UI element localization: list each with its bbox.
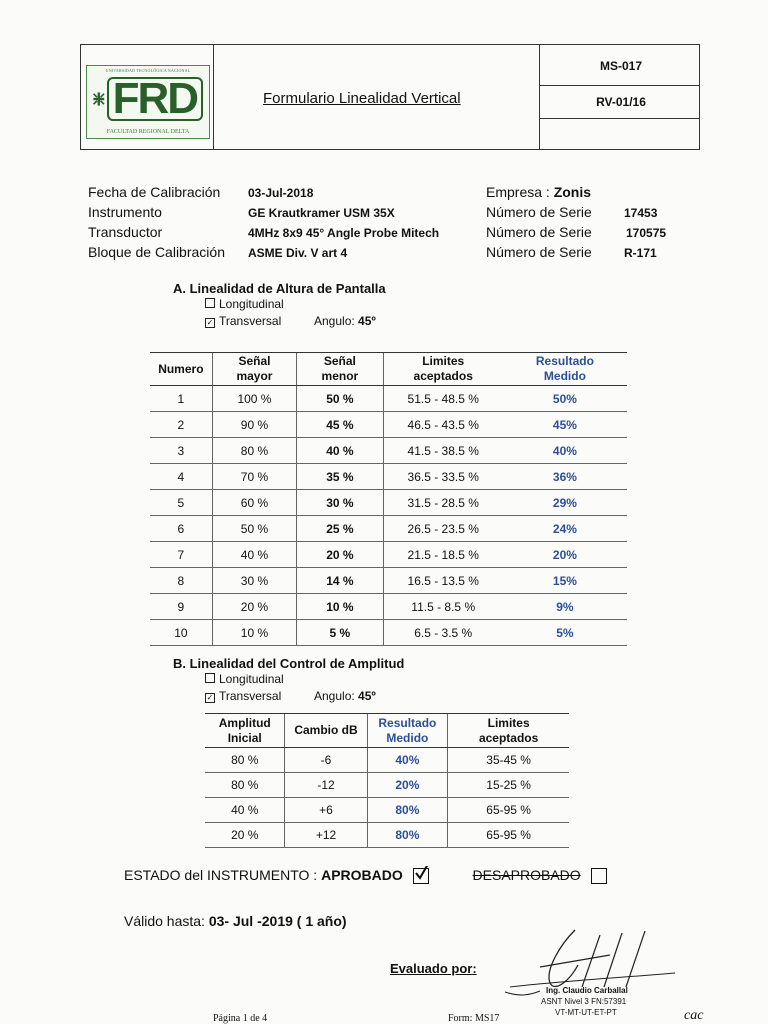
utn-emblem-icon (93, 80, 105, 118)
table-header-row (205, 714, 569, 748)
table-cell: 11.5 - 8.5 % (383, 594, 503, 620)
table-cell: 45 % (297, 412, 383, 438)
table-row (150, 464, 627, 490)
table-cell: 16.5 - 13.5 % (383, 568, 503, 594)
signer-methods: VT-MT-UT-ET-PT (555, 1008, 617, 1017)
table-cell: +6 (285, 798, 367, 823)
signer-name: Ing. Claudio Carballal (546, 986, 628, 995)
table-cell: 29% (503, 490, 627, 516)
table-row (150, 516, 627, 542)
logo-word: FRD (107, 77, 203, 121)
table-row (150, 386, 627, 412)
table-cell: 40 % (297, 438, 383, 464)
table-cell: 50 % (297, 386, 383, 412)
valido-hasta (124, 913, 347, 929)
option-transversal (205, 689, 281, 703)
angulo-label: Angulo: (314, 314, 355, 328)
option-transversal (205, 314, 281, 328)
option-label: Longitudinal (219, 672, 284, 686)
serie-label: Número de Serie (486, 224, 592, 240)
table-cell: 40 % (212, 542, 296, 568)
divider (213, 45, 214, 149)
table-cell: 65-95 % (448, 798, 569, 823)
table-row (150, 568, 627, 594)
signer-credentials: ASNT Nivel 3 FN:57391 (541, 997, 627, 1006)
table-cell: 100 % (212, 386, 296, 412)
table-cell: 35-45 % (448, 748, 569, 773)
empresa-field (486, 184, 591, 200)
serie-label: Número de Serie (486, 204, 592, 220)
table-cell: 80 % (205, 748, 285, 773)
transductor-value: 4MHz 8x9 45° Angle Probe Mitech (248, 226, 440, 240)
table-cell: +12 (285, 823, 367, 848)
form-code: MS-017 (599, 59, 643, 73)
angulo-value: 45º (358, 314, 376, 328)
table-control-amplitud (205, 713, 569, 848)
table-cell: 20 % (212, 594, 296, 620)
valido-value: 03- Jul -2019 ( 1 año) (208, 913, 347, 929)
valido-label: Válido hasta: (124, 913, 209, 929)
angulo-field (314, 689, 376, 703)
estado-instrumento (124, 867, 607, 884)
option-label: Transversal (219, 689, 282, 703)
checkbox-empty-icon (591, 868, 607, 884)
col-header: Numero (150, 353, 212, 386)
form-title: Formulario Linealidad Vertical (263, 90, 461, 107)
table-cell: 24% (503, 516, 627, 542)
table-cell: 41.5 - 38.5 % (383, 438, 503, 464)
option-longitudinal (205, 672, 284, 686)
table-cell: 65-95 % (448, 823, 569, 848)
col-header (297, 353, 383, 386)
table-row (150, 490, 627, 516)
page-number: Página 1 de 4 (213, 1013, 268, 1024)
col-header-text: Limites aceptados (478, 715, 539, 745)
logo-bottom-text: FACULTAD REGIONAL DELTA (106, 129, 190, 135)
table-cell: 10 % (212, 620, 296, 646)
estado-desaprobado: DESAPROBADO (472, 867, 581, 883)
checkbox-checked-icon: ✓ (206, 318, 214, 327)
table-cell: 1 (150, 386, 212, 412)
handwritten-initials: cac (684, 1008, 704, 1023)
table-cell: 5% (503, 620, 627, 646)
table-cell: 46.5 - 43.5 % (383, 412, 503, 438)
table-row (205, 798, 569, 823)
table-header-row (150, 353, 627, 386)
col-header (503, 353, 627, 386)
section-a-title: A. Linealidad de Altura de Pantalla (173, 281, 386, 296)
table-cell: 40 % (205, 798, 285, 823)
table-cell: 9 (150, 594, 212, 620)
table-cell: 9% (503, 594, 627, 620)
table-cell: 40% (503, 438, 627, 464)
table-cell: 10 (150, 620, 212, 646)
option-label: Longitudinal (219, 297, 284, 311)
table-cell: 70 % (212, 464, 296, 490)
col-header (205, 714, 285, 748)
estado-label: ESTADO del INSTRUMENTO : (124, 867, 322, 883)
table-cell: 5 % (297, 620, 383, 646)
col-header (212, 353, 296, 386)
table-row (150, 412, 627, 438)
table-cell: 15% (503, 568, 627, 594)
table-altura-pantalla (150, 352, 627, 646)
table-cell: 25 % (297, 516, 383, 542)
col-header-text: Señal menor (321, 354, 359, 383)
col-header (383, 353, 503, 386)
table-cell: 26.5 - 23.5 % (383, 516, 503, 542)
table-cell: 30 % (212, 568, 296, 594)
table-row (205, 823, 569, 848)
form-revision: RV-01/16 (596, 95, 646, 109)
table-row (205, 748, 569, 773)
divider (539, 85, 699, 86)
bloque-value: ASME Div. V art 4 (248, 246, 348, 260)
header-box (80, 44, 700, 150)
col-header-text: Resultado Medido (378, 715, 437, 745)
empresa-value: Zonis (553, 184, 592, 200)
instrumento-value: GE Krautkramer USM 35X (248, 206, 395, 220)
table-cell: 80% (367, 798, 448, 823)
table-cell: 35 % (297, 464, 383, 490)
table-cell: 36.5 - 33.5 % (383, 464, 503, 490)
table-cell: -12 (285, 773, 367, 798)
table-cell: 51.5 - 48.5 % (383, 386, 503, 412)
divider (539, 45, 540, 149)
table-cell: 45% (503, 412, 627, 438)
checkbox-checked-icon: ✓ (206, 693, 214, 702)
col-header (367, 714, 448, 748)
checkbox-empty-icon (205, 298, 215, 308)
table-row (150, 594, 627, 620)
estado-aprobado: APROBADO (321, 867, 403, 883)
serie-value-3: R-171 (624, 246, 657, 260)
logo-top-text: UNIVERSIDAD TECNOLÓGICA NACIONAL (105, 68, 191, 73)
angulo-field (314, 314, 376, 328)
table-cell: 36% (503, 464, 627, 490)
instrumento-label: Instrumento (88, 204, 162, 220)
evaluado-por: Evaluado por: (390, 961, 477, 976)
table-cell: 7 (150, 542, 212, 568)
table-cell: 6 (150, 516, 212, 542)
table-row (150, 542, 627, 568)
col-header (448, 714, 569, 748)
fecha-value: 03-Jul-2018 (248, 186, 314, 200)
fecha-label: Fecha de Calibración (88, 184, 221, 200)
table-cell: 20% (503, 542, 627, 568)
table-cell: 20% (367, 773, 448, 798)
serie-label: Número de Serie (486, 244, 592, 260)
table-cell: -6 (285, 748, 367, 773)
angulo-label: Angulo: (314, 689, 355, 703)
table-cell: 14 % (297, 568, 383, 594)
table-cell: 31.5 - 28.5 % (383, 490, 503, 516)
table-cell: 20 % (297, 542, 383, 568)
empresa-label: Empresa : (486, 184, 554, 200)
table-cell: 4 (150, 464, 212, 490)
col-header-text: Amplitud Inicial (218, 715, 271, 745)
table-cell: 50 % (212, 516, 296, 542)
angulo-value: 45º (358, 689, 376, 703)
serie-value-2: 170575 (626, 226, 667, 240)
option-longitudinal (205, 297, 284, 311)
table-cell: 90 % (212, 412, 296, 438)
table-cell: 30 % (297, 490, 383, 516)
serie-value-1: 17453 (624, 206, 658, 220)
form-code-footer: Form: MS17 (448, 1013, 500, 1024)
table-cell: 21.5 - 18.5 % (383, 542, 503, 568)
divider (539, 118, 699, 119)
frd-logo (86, 65, 210, 139)
col-header-text: Limites aceptados (413, 354, 473, 383)
logo-mark (93, 75, 203, 123)
checkbox-checked-icon (413, 868, 429, 884)
table-cell: 6.5 - 3.5 % (383, 620, 503, 646)
checkbox-empty-icon (205, 673, 215, 683)
table-cell: 40% (367, 748, 448, 773)
table-cell: 10 % (297, 594, 383, 620)
table-row (150, 438, 627, 464)
table-cell: 5 (150, 490, 212, 516)
table-cell: 80 % (205, 773, 285, 798)
table-cell: 8 (150, 568, 212, 594)
table-cell: 3 (150, 438, 212, 464)
col-header: Cambio dB (285, 714, 367, 748)
table-cell: 20 % (205, 823, 285, 848)
table-row (150, 620, 627, 646)
section-b-title: B. Linealidad del Control de Amplitud (173, 656, 405, 671)
table-cell: 2 (150, 412, 212, 438)
table-cell: 60 % (212, 490, 296, 516)
option-label: Transversal (219, 314, 282, 328)
table-cell: 80% (367, 823, 448, 848)
table-cell: 80 % (212, 438, 296, 464)
bloque-label: Bloque de Calibración (88, 244, 225, 260)
transductor-label: Transductor (88, 224, 163, 240)
table-cell: 50% (503, 386, 627, 412)
table-cell: 15-25 % (448, 773, 569, 798)
table-row (205, 773, 569, 798)
col-header-text: Resultado Medido (535, 354, 594, 383)
col-header-text: Señal mayor (236, 354, 273, 383)
